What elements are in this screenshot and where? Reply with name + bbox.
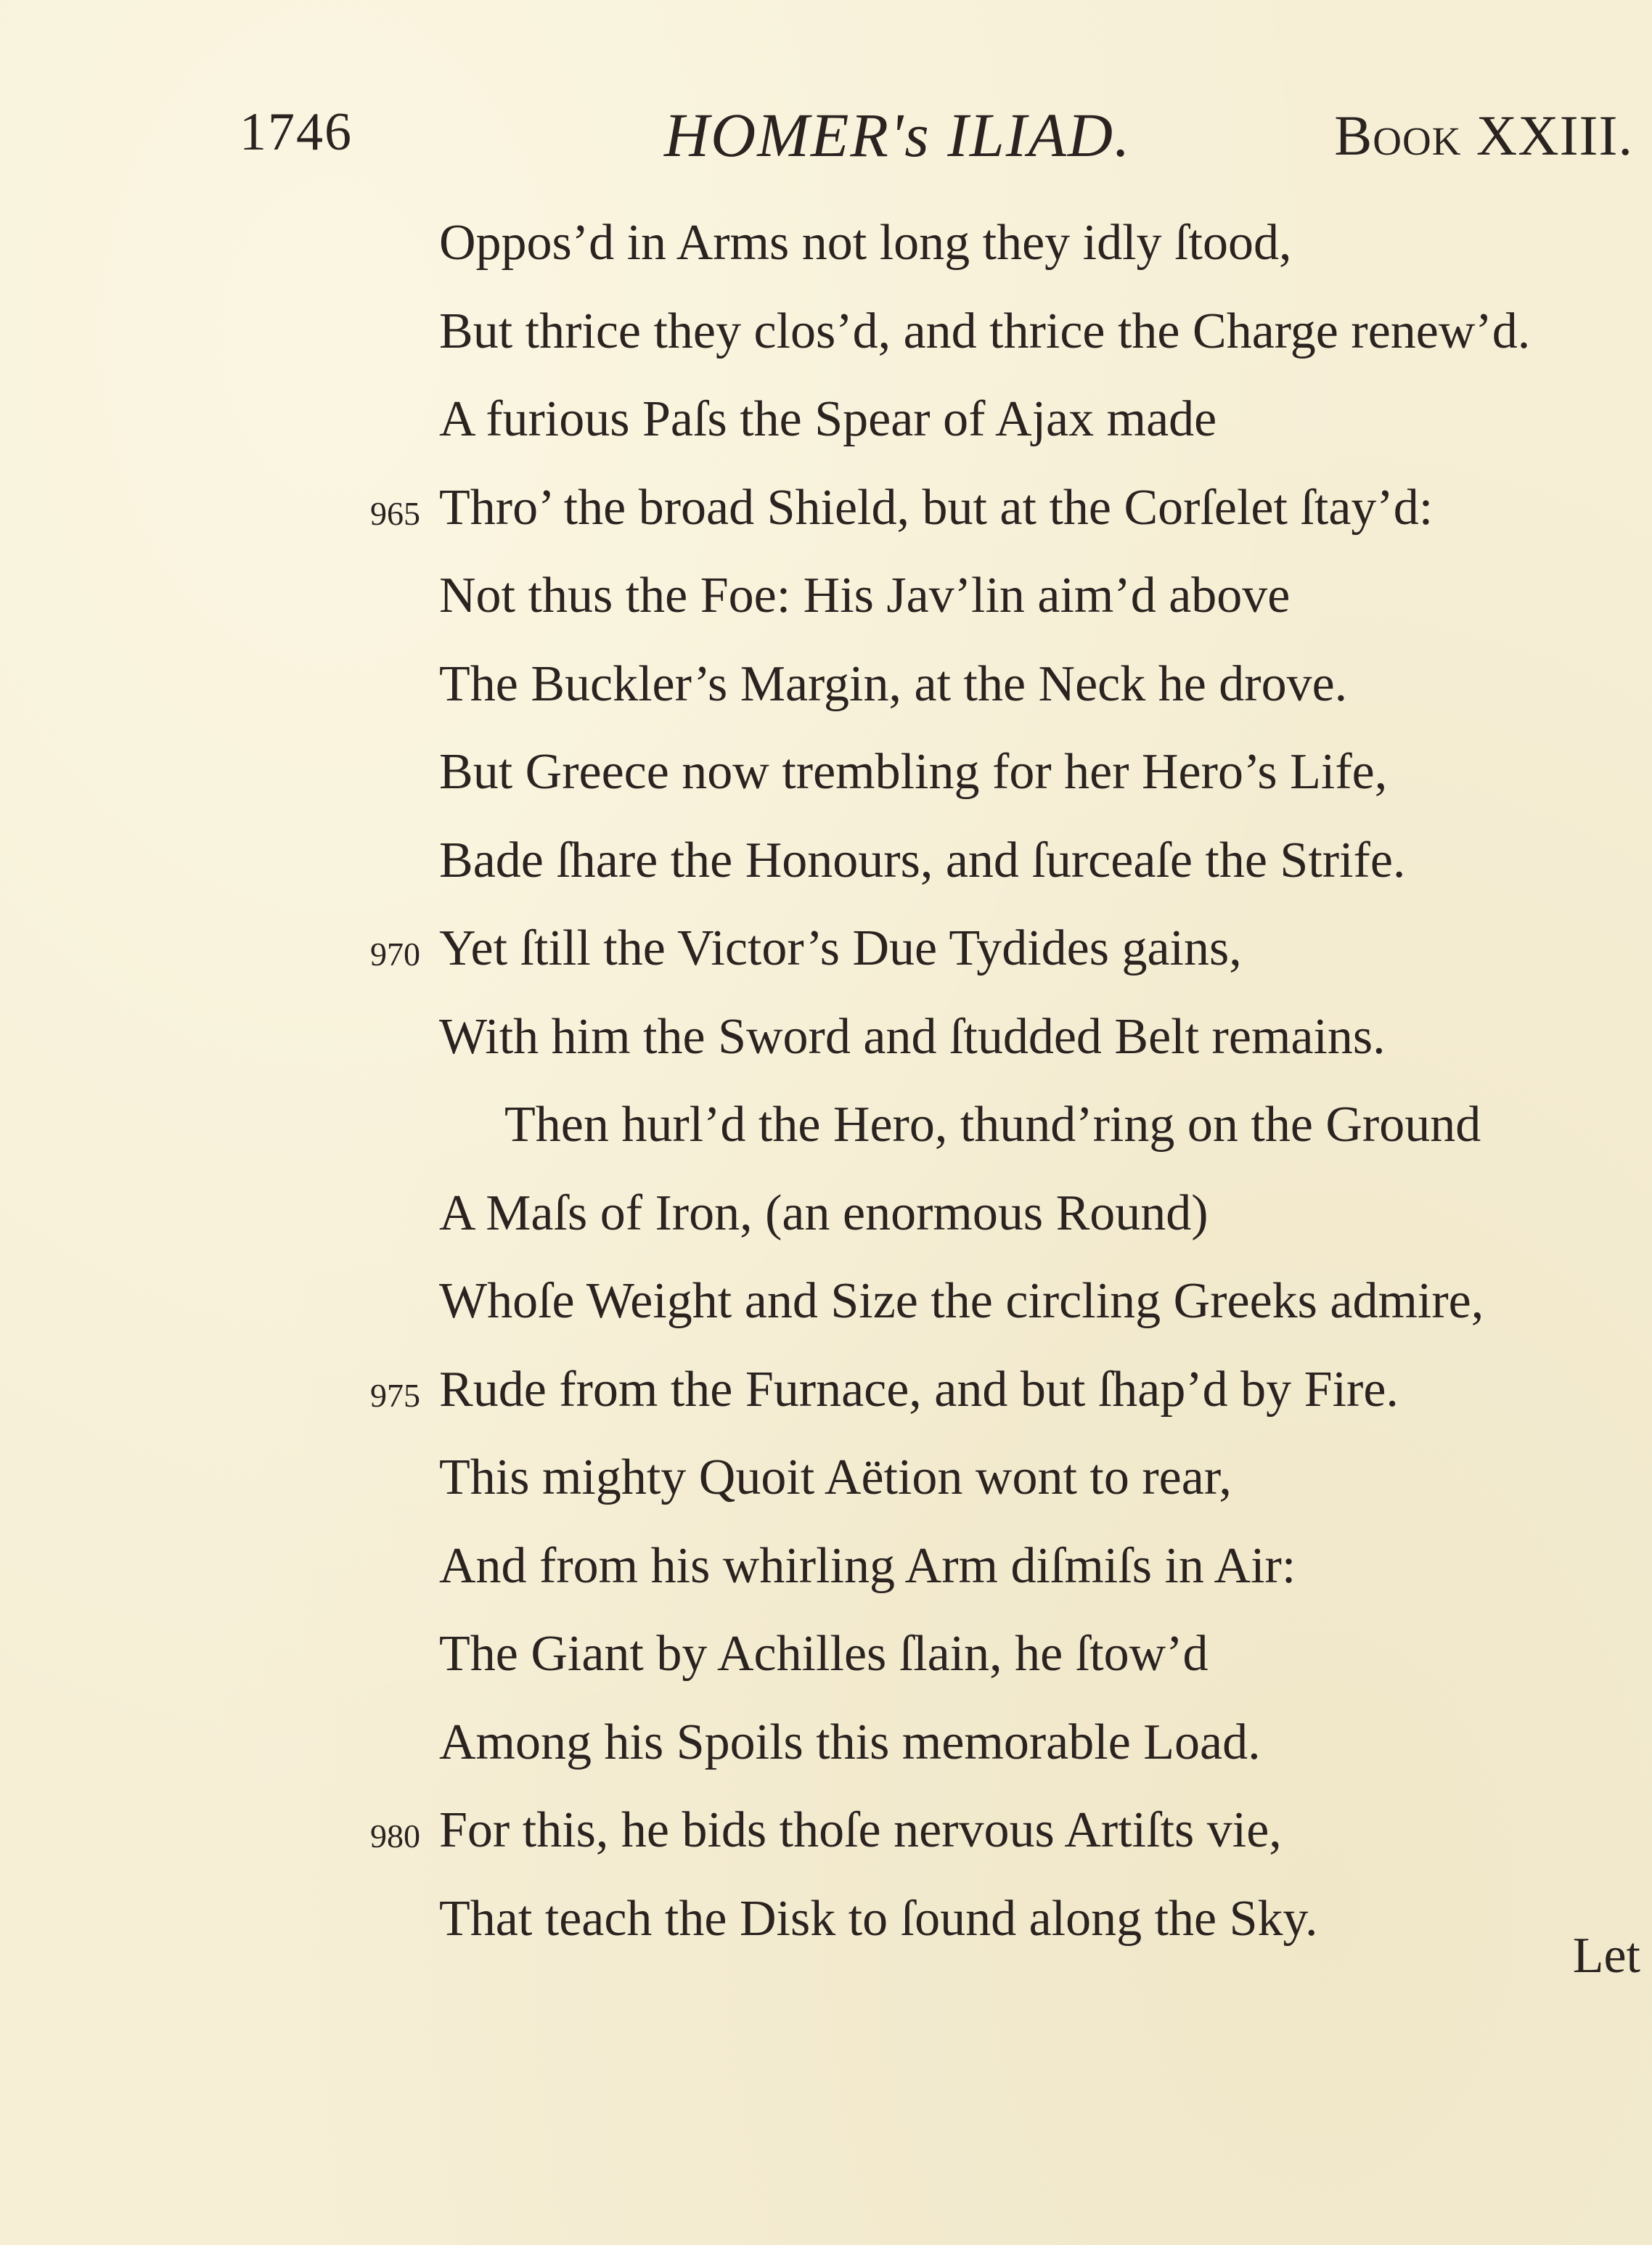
verse-line: [439, 1001, 1386, 1074]
verse-line: [439, 1883, 1318, 1955]
verse-line: [439, 1177, 1209, 1250]
italic-name: Ajax: [995, 391, 1095, 447]
running-title: HOMER's ILIAD.: [664, 100, 1132, 170]
verse-text: The Giant by: [439, 1626, 717, 1682]
verse-text: A furious Paſs the Spear of: [439, 391, 996, 447]
verse-text: This mighty Quoit: [439, 1449, 825, 1505]
verse-line: [439, 295, 1530, 368]
verse-text: Oppos’d in Arms not long they idly ſtood,: [439, 215, 1292, 271]
verse-text: ſlain, he ſtow’d: [886, 1626, 1209, 1682]
verse-line: [439, 1530, 1296, 1603]
line-number: 970: [370, 936, 420, 973]
verse-text: With him the Sword and ſtudded Belt remains.: [439, 1009, 1386, 1065]
verse-line: [439, 1442, 1232, 1514]
verse-text: now trembling for her Hero’s Life,: [668, 744, 1388, 800]
verse-text: But thrice they clos’d, and thrice the Charge renew’d.: [439, 303, 1531, 359]
verse-text: made: [1094, 391, 1217, 447]
verse-text: For this, he bids thoſe nervous Artiſts vie,: [439, 1802, 1282, 1858]
verse-line: [439, 1706, 1261, 1779]
verse-line: [439, 912, 1242, 985]
verse-line: [439, 648, 1347, 721]
line-number: 965: [370, 495, 420, 532]
verse-text: Among his Spoils this memorable Load.: [439, 1714, 1261, 1770]
line-number: 980: [370, 1817, 420, 1855]
verse-text: wont to rear,: [962, 1449, 1232, 1505]
italic-name: Aëtion: [824, 1449, 963, 1505]
catchword: Let: [1572, 1928, 1640, 1984]
verse-text: The Buckler’s Margin, at the Neck he drove.: [439, 656, 1348, 712]
verse-line: [439, 560, 1290, 632]
verse-text: Not thus the Foe: His Jav’lin aim’d above: [439, 568, 1291, 623]
verse-line: [439, 1618, 1209, 1690]
verse-text: gains,: [1108, 920, 1242, 976]
verse-text: Bade ſhare the Honours, and ſurceaſe the Strife.: [439, 833, 1406, 888]
verse-text: Thro’ the broad Shield, but at the Corſelet ſtay’d:: [439, 480, 1434, 536]
italic-name: Greeks: [1173, 1273, 1317, 1329]
verse-text: Then hurl’d the Hero, thund’ring on the Ground: [504, 1097, 1481, 1153]
verse-line: [439, 383, 1216, 456]
book-label: Book XXIII.: [1334, 104, 1633, 167]
italic-name: Achilles: [716, 1626, 887, 1682]
verse-line: [439, 825, 1405, 897]
verse-line: [439, 1794, 1282, 1867]
verse-line: [439, 207, 1291, 279]
verse-line: [439, 1354, 1399, 1426]
line-number: 975: [370, 1377, 420, 1414]
verse-text: Whoſe Weight and Size the circling: [439, 1273, 1174, 1329]
verse-text: And from his whirling Arm diſmiſs in Air:: [439, 1538, 1296, 1594]
verse-line: [504, 1089, 1481, 1161]
verse-line: [439, 1265, 1484, 1338]
verse-text: admire,: [1317, 1273, 1484, 1329]
italic-name: Tydides: [949, 920, 1109, 976]
verse-text: But: [439, 744, 526, 800]
verse-line: [439, 736, 1387, 809]
verse-text: Rude from the Furnace, and but ſhap’d by Fire.: [439, 1362, 1399, 1418]
verse-text: That teach the Disk to ſound along the Sky.: [439, 1891, 1318, 1947]
verse-text: Yet ſtill the Victor’s Due: [439, 920, 949, 976]
verse-text: A Maſs of Iron, (an enormous Round): [439, 1185, 1209, 1241]
verse-line: [439, 472, 1433, 544]
page-number: 1746: [240, 102, 353, 162]
italic-name: Greece: [525, 744, 669, 800]
